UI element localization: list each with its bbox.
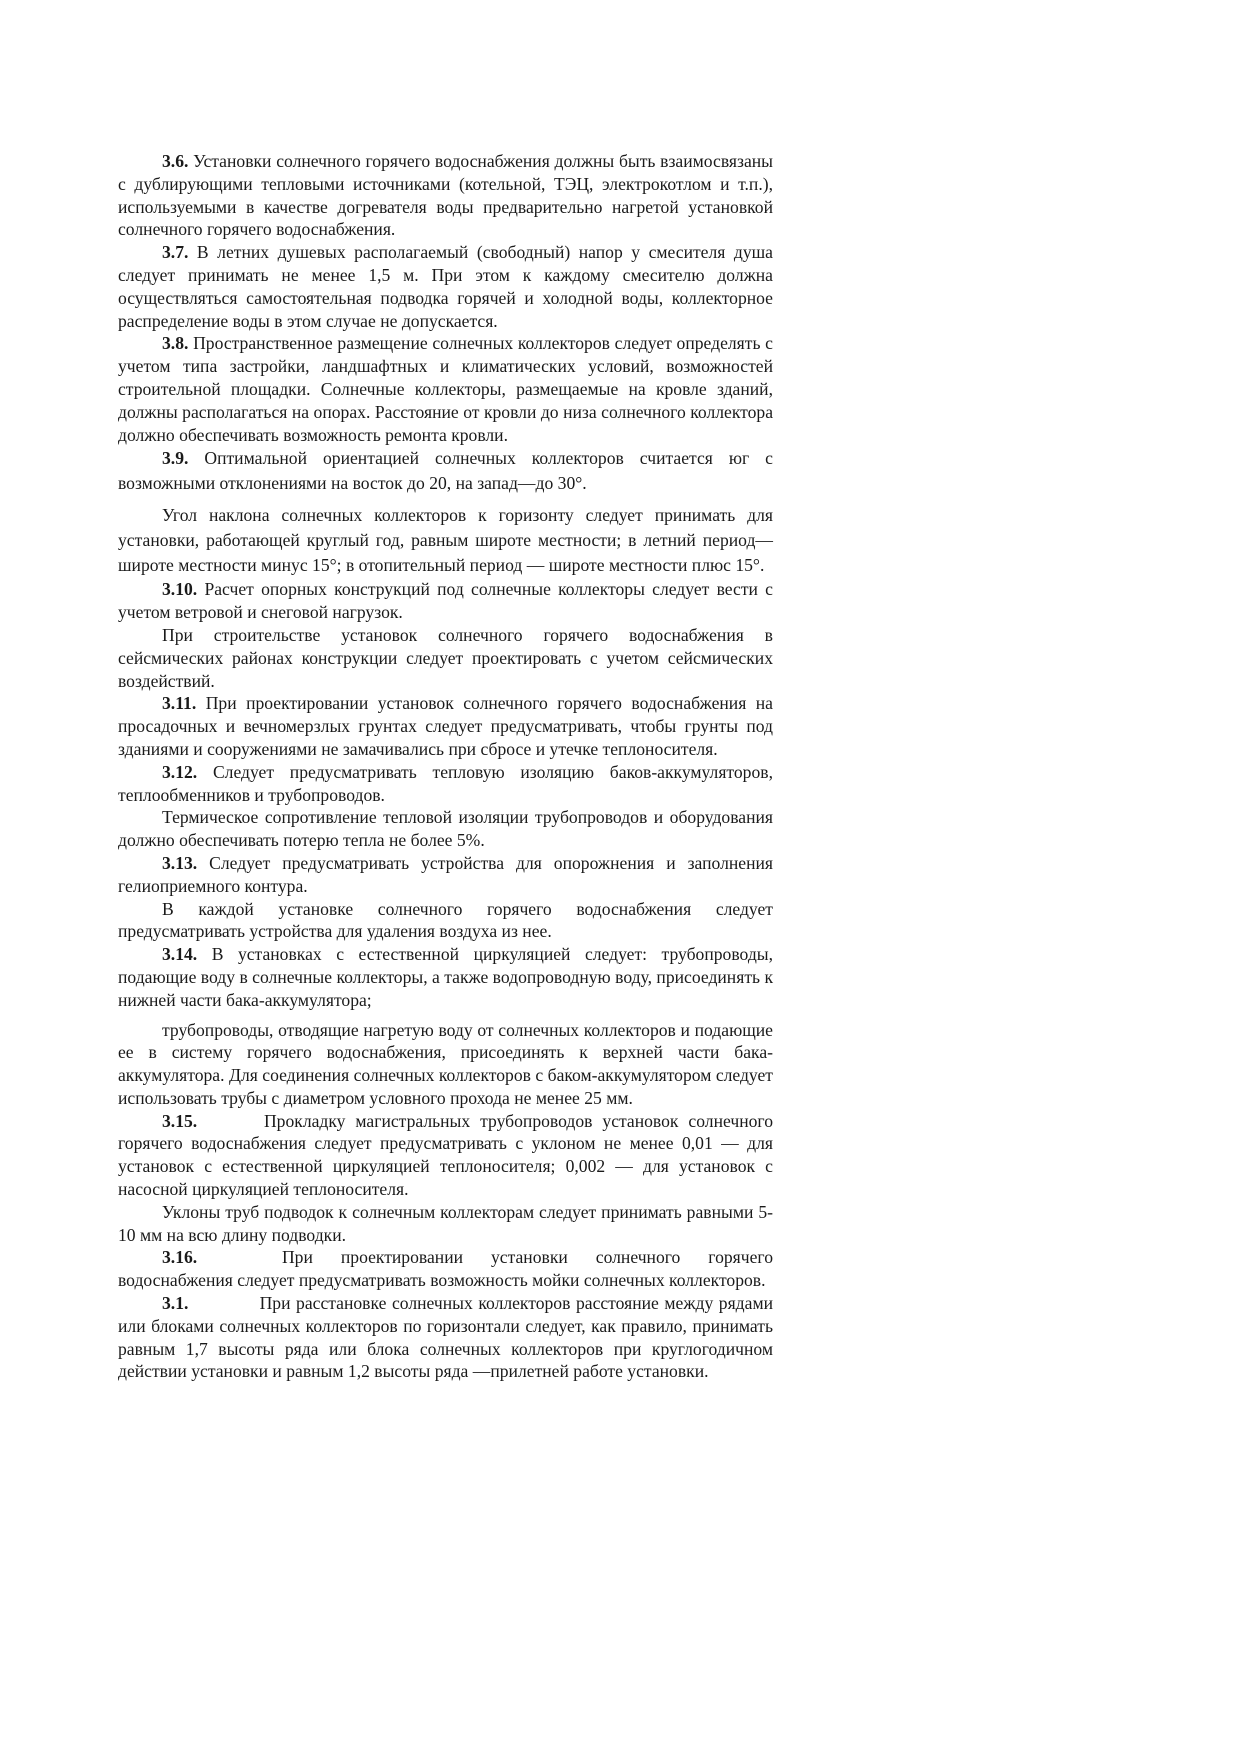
paragraph-3-16 [118, 1246, 773, 1292]
clause-number: 3.15. [162, 1110, 198, 1131]
clause-number: 3.7. [162, 242, 189, 263]
paragraph-text: В летних душевых располагаемый (свободный) напор у смесителя душа следует принимать не менее 1,5 м. При этом к каждому смесителю должна осуществляться самостоятельная подводка горячей и холодной воды, коллекторное распределение воды в этом случае не допускается. [118, 242, 773, 331]
paragraph-text: Оптимальной ориентацией солнечных коллекторов считается юг с возможными отклонениями на восток до 20, на запад—до 30°. [118, 448, 773, 494]
clause-number: 3.16. [162, 1247, 198, 1268]
paragraph-text: Следует предусматривать тепловую изоляцию баков-аккумуляторов, теплообменников и трубопроводов. [118, 761, 773, 805]
clause-number: 3.8. [162, 333, 189, 354]
paragraph-seismic [118, 624, 773, 692]
clause-number: 3.9. [162, 448, 189, 469]
paragraph-3-6 [118, 150, 773, 241]
paragraph-tilt-angle [118, 503, 773, 578]
paragraph-thermal-resistance [118, 806, 773, 852]
clause-number: 3.10. [162, 579, 198, 600]
paragraph-pipe-slopes [118, 1201, 773, 1247]
paragraph-text: При строительстве установок солнечного горячего водоснабжения в сейсмических районах конструкции следует проектировать с учетом сейсмических воздействий. [118, 624, 773, 691]
paragraph-text: Прокладку магистральных трубопроводов установок солнечного горячего водоснабжения следует предусматривать с уклоном не менее 0,01 — для установок с естественной циркуляцией теплоносителя; 0,002 — для установок с насосной циркуляцией теплоносителя. [118, 1110, 773, 1200]
paragraph-text: Установки солнечного горячего водоснабжения должны быть взаимосвязаны с дублирующими тепловыми источниками (котельной, ТЭЦ, электрокотлом и т.п.), используемыми в качестве догревателя воды предварительно нагретой установкой солнечного горячего водоснабжения. [118, 151, 773, 240]
paragraph-text: В каждой установке солнечного горячего водоснабжения следует предусматривать устройства для удаления воздуха из нее. [118, 898, 773, 942]
paragraph-3-7 [118, 241, 773, 332]
clause-number: 3.6. [162, 151, 189, 171]
clause-number: 3.1. [162, 1293, 189, 1314]
paragraph-3-12 [118, 761, 773, 807]
clause-number: 3.11. [162, 693, 197, 714]
paragraph-text: трубопроводы, отводящие нагретую воду от солнечных коллекторов и подающие ее в систему горячего водоснабжения, присоединять к верхней части бака-аккумулятора. Для соединения солнечных коллекторов с баком-аккумулятором следует использовать трубы с диаметром условного прохода не менее 25 мм. [118, 1019, 773, 1108]
paragraph-text: При расстановке солнечных коллекторов расстояние между рядами или блоками солнечных коллекторов по горизонтали следует, как правило, принимать равным 1,7 высоты ряда или блока солнечных коллекторов при круглогодичном действии установки и равным 1,2 высоты ряда —прилетней работе установки. [118, 1293, 773, 1382]
clause-number: 3.13. [162, 852, 198, 873]
paragraph-text: Угол наклона солнечных коллекторов к горизонту следует принимать для установки, работающей круглый год, равным широте местности; в летний период—широте местности минус 15°; в отопительный период — широте местности плюс 15°. [118, 505, 773, 576]
paragraph-3-10 [118, 578, 773, 624]
paragraph-text: Уклоны труб подводок к солнечным коллекторам следует принимать равными 5-10 мм на всю длину подводки. [118, 1201, 773, 1245]
paragraph-3-1 [118, 1292, 773, 1383]
paragraph-text: При проектировании установок солнечного горячего водоснабжения на просадочных и вечномерзлых грунтах следует предусматривать, чтобы грунты под зданиями и сооружениями не замачивались при сбросе и утечке теплоносителя. [118, 693, 773, 759]
paragraph-text: Термическое сопротивление тепловой изоляции трубопроводов и оборудования должно обеспечивать потерю тепла не более 5%. [118, 807, 773, 851]
paragraph-3-11 [118, 692, 773, 760]
document-page [118, 150, 773, 1383]
paragraph-3-15 [118, 1110, 773, 1201]
paragraph-3-14 [118, 943, 773, 1011]
paragraph-text: В установках с естественной циркуляцией следует: трубопроводы, подающие воду в солнечные коллекторы, а также водопроводную воду, присоединять к нижней части бака-аккумулятора; [118, 944, 773, 1010]
clause-number: 3.12. [162, 761, 198, 782]
paragraph-text: При проектировании установки солнечного горячего водоснабжения следует предусматривать возможность мойки солнечных коллекторов. [118, 1247, 773, 1291]
paragraph-air-removal [118, 898, 773, 944]
paragraph-text: Пространственное размещение солнечных коллекторов следует определять с учетом типа застройки, ландшафтных и климатических условий, возможностей строительной площадки. Солнечные коллекторы, размещаемые на кровле зданий, должны располагаться на опорах. Расстояние от кровли до низа солнечного коллектора должно обеспечивать возможность ремонта кровли. [118, 333, 773, 445]
clause-number: 3.14. [162, 944, 198, 965]
paragraph-3-9 [118, 446, 773, 496]
paragraph-text: Расчет опорных конструкций под солнечные коллекторы следует вести с учетом ветровой и снеговой нагрузок. [118, 579, 773, 623]
paragraph-3-8 [118, 332, 773, 446]
paragraph-outlet-pipes [118, 1019, 773, 1110]
paragraph-text: Следует предусматривать устройства для опорожнения и заполнения гелиоприемного контура. [118, 852, 773, 896]
paragraph-3-13 [118, 852, 773, 898]
